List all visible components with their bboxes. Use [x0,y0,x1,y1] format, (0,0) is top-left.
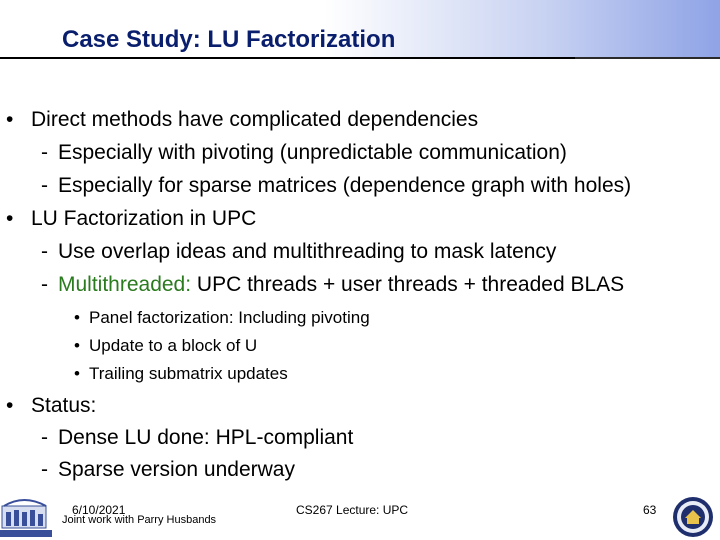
bullet-text: Use overlap ideas and multithreading to mask latency [58,240,557,263]
page-number: 63 [643,503,657,517]
bullet-marker: • [74,336,80,355]
berkeley-lab-logo [0,492,58,538]
bullet-text: Dense LU done: HPL-compliant [58,426,354,449]
bullet-text: Panel factorization: Including pivoting [89,308,370,327]
slide-title: Case Study: LU Factorization [62,26,396,53]
uc-seal [672,496,714,538]
dash-marker: - [41,458,48,481]
bullet-text: Sparse version underway [58,458,295,481]
bullet-text: Direct methods have complicated dependencies [31,108,479,131]
bullet-text: Especially for sparse matrices (dependence graph with holes) [58,174,632,197]
footer-course: CS267 Lecture: UPC [296,503,409,517]
bullet-marker: • [6,108,14,131]
dash-marker: - [41,426,48,449]
dash-marker: - [41,141,48,164]
highlight-text: Multithreaded: [58,273,192,296]
dash-marker: - [41,273,48,296]
bullet-marker: • [6,394,14,417]
bullet-marker: • [6,207,14,230]
title-rule-right [575,57,720,59]
bullet-text: UPC threads + user threads + threaded BLAS [191,273,625,296]
bullet-text: LU Factorization in UPC [31,207,257,230]
footer-note: Joint work with Parry Husbands [62,514,217,526]
bullet-marker: • [74,364,80,383]
footer-date: 6/10/2021 [72,503,126,517]
bullet-text: Trailing submatrix updates [89,364,288,383]
dash-marker: - [41,174,48,197]
bullet-text: Especially with pivoting (unpredictable communication) [58,141,567,164]
bullet-text: Status: [31,394,97,417]
bullet-marker: • [74,308,80,327]
bullet-text: Update to a block of U [89,336,258,355]
title-rule [0,57,580,59]
bullet-text-mixed [58,273,624,297]
dash-marker: - [41,240,48,263]
